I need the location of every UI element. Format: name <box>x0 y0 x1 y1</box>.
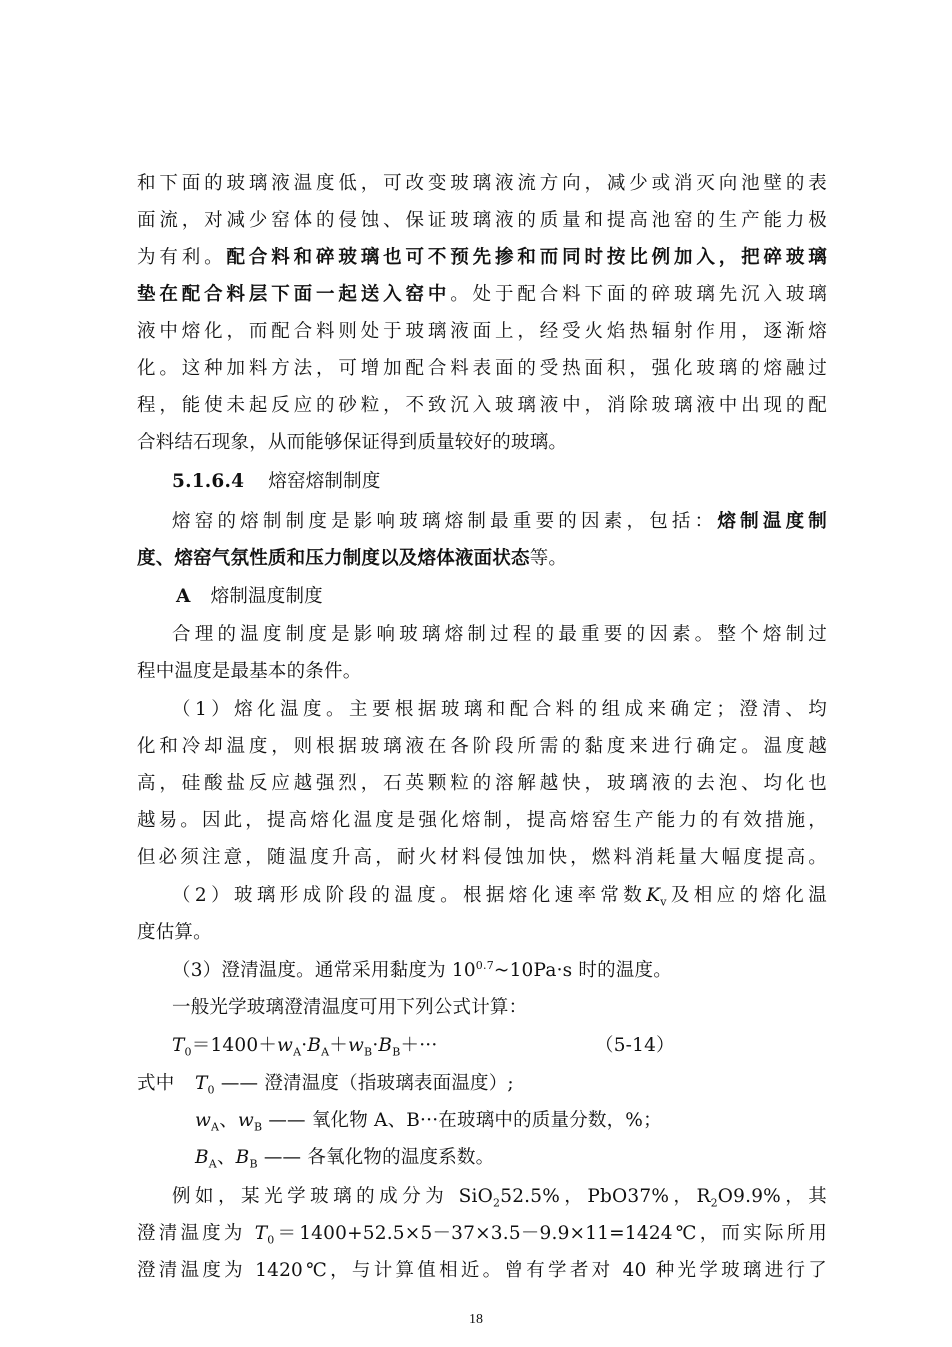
def3-symbol2: B <box>235 1147 250 1168</box>
section-a-number: A <box>176 586 191 607</box>
para8-r2o-sub: 2 <box>710 1196 718 1210</box>
def-line2 <box>195 1109 885 1133</box>
def1-symbol: T <box>195 1073 208 1094</box>
para8-t: T <box>254 1223 268 1244</box>
para6-line1 <box>172 959 862 983</box>
para8-line1-b: 52.5%，PbO37%，R <box>500 1186 711 1207</box>
formula-wa-sub: A <box>293 1045 302 1059</box>
def3-sub1: A <box>208 1157 217 1171</box>
def2-symbol2: w <box>237 1110 254 1131</box>
para4-line1: （1）熔化温度。主要根据玻璃和配合料的组成来确定；澄清、均 <box>172 699 827 720</box>
para1-line2: 面流，对减少窑体的侵蚀、保证玻璃液的质量和提高池窑的生产能力极 <box>137 210 827 231</box>
para2-line1 <box>172 510 827 534</box>
para1-line7: 程，能使未起反应的砂粒，不致沉入玻璃液中，消除玻璃液中出现的配 <box>137 395 827 416</box>
para1-line5: 液中熔化，而配合料则处于玻璃液面上，经受火焰热辐射作用，逐渐熔 <box>137 321 827 342</box>
defs-prefix: 式中 <box>137 1073 175 1094</box>
def1-text: —— 澄清温度（指玻璃表面温度）; <box>220 1073 514 1094</box>
para3-line1: 合理的温度制度是影响玻璃熔制过程的最重要的因素。整个熔制过 <box>172 624 827 645</box>
para4-line4: 越易。因此，提高熔化温度是强化熔制，提高熔窑生产能力的有效措施， <box>137 810 827 831</box>
para8-line1 <box>172 1185 827 1209</box>
formula-wa: w <box>277 1035 294 1056</box>
para5-line1 <box>172 884 827 908</box>
para2-line2-bold: 度、熔窑气氛性质和压力制度以及熔体液面状态 <box>137 548 530 569</box>
para7-line1: 一般光学玻璃澄清温度可用下列公式计算： <box>172 997 528 1018</box>
rate-constant-sub: v <box>660 895 667 909</box>
para1-line6: 化。这种加料方法，可增加配合料表面的受热面积，强化玻璃的熔融过 <box>137 358 827 379</box>
formula-dot2: · <box>372 1035 379 1056</box>
def2-symbol1: w <box>195 1110 212 1131</box>
para1-line1: 和下面的玻璃液温度低，可改变玻璃液流方向，减少或消灭向池壁的表 <box>137 173 827 194</box>
para8-line1-c: O9.9%，其 <box>717 1186 827 1207</box>
para1-line8: 合料结石现象，从而能够保证得到质量较好的玻璃。 <box>137 432 568 453</box>
def1 <box>195 1072 514 1096</box>
para4-line5: 但必须注意，随温度升高，耐火材料侵蚀加快，燃料消耗量大幅度提高。 <box>137 847 827 868</box>
para1-line4 <box>137 283 827 307</box>
def2-text: —— 氧化物 A、B···在玻璃中的质量分数，%； <box>268 1110 662 1131</box>
def2-sub1: A <box>211 1120 220 1134</box>
def-line3 <box>195 1146 885 1170</box>
para1-line3-a: 为有利。 <box>137 247 227 268</box>
para2-line2-b: 等。 <box>529 548 568 569</box>
def3-sep: 、 <box>216 1147 236 1168</box>
rate-constant-symbol: K <box>646 885 661 906</box>
formula-ba: B <box>307 1035 322 1056</box>
para3-line2: 程中温度是最基本的条件。 <box>137 661 362 682</box>
para4-line2: 化和冷却温度，则根据玻璃液在各阶段所需的黏度来进行确定。温度越 <box>137 736 827 757</box>
def-line1 <box>137 1072 827 1096</box>
para8-line2 <box>137 1222 827 1246</box>
section-title: 熔窑熔制制度 <box>268 471 381 492</box>
formula-dot1: · <box>301 1035 308 1056</box>
section-a-title: 熔制温度制度 <box>210 586 323 607</box>
para8-line2-b: ＝1400+52.5×5－37×3.5－9.9×11=1424℃，而实际所用 <box>274 1223 827 1244</box>
def2-sep: 、 <box>219 1110 238 1131</box>
section-heading-5164 <box>172 470 862 494</box>
para4-line3: 高，硅酸盐反应越强烈，石英颗粒的溶解越快，玻璃液的去泡、均化也 <box>137 773 827 794</box>
para1-line4-bold: 垫在配合料层下面一起送入窑中 <box>137 284 451 305</box>
para5-line1-b: 及相应的熔化温 <box>666 885 827 906</box>
def1-sub: 0 <box>207 1083 215 1097</box>
para2-line2 <box>137 547 827 571</box>
rate-constant <box>646 885 667 909</box>
para6-sup: 0.7 <box>475 958 494 972</box>
section-number: 5.1.6.4 <box>172 471 245 492</box>
def3-sub2: B <box>249 1157 258 1171</box>
para1-line3-bold: 配合料和碎玻璃也可不预先掺和而同时按比例加入，把碎玻璃 <box>226 247 827 268</box>
para2-line1-a: 熔窑的熔制制度是影响玻璃熔制最重要的因素，包括： <box>172 511 718 532</box>
formula-t: T <box>172 1035 185 1056</box>
para2-line1-bold: 熔制温度制 <box>717 511 827 532</box>
formula-5-14 <box>172 1034 827 1058</box>
para6-a: （3）澄清温度。通常采用黏度为 10 <box>172 960 476 981</box>
formula-wb: w <box>347 1035 365 1056</box>
para8-t-sub: 0 <box>267 1233 275 1247</box>
def3-symbol1: B <box>195 1147 209 1168</box>
def3-text: —— 各氧化物的温度系数。 <box>263 1147 495 1168</box>
para8-sio2-sub: 2 <box>493 1196 501 1210</box>
formula-plus: ＋ <box>329 1035 348 1056</box>
page-number: 18 <box>469 1312 483 1327</box>
formula-t-sub: 0 <box>184 1045 192 1059</box>
para1-line4-b: 。处于配合料下面的碎玻璃先沉入玻璃 <box>450 284 827 305</box>
para8-line2-a: 澄清温度为 <box>137 1223 246 1244</box>
formula-bb: B <box>378 1035 393 1056</box>
formula-part1: ＝1400＋ <box>191 1035 278 1056</box>
para5-line2: 度估算。 <box>137 922 212 943</box>
formula-tail: ＋··· <box>400 1035 438 1056</box>
formula-wb-sub: B <box>364 1045 373 1059</box>
section-heading-A <box>176 585 866 609</box>
para5-line1-a: （2）玻璃形成阶段的温度。根据熔化速率常数 <box>172 885 647 906</box>
formula-bb-sub: B <box>392 1045 401 1059</box>
para8-line3: 澄清温度为 1420℃，与计算值相近。曾有学者对 40 种光学玻璃进行了 <box>137 1260 827 1281</box>
formula-ba-sub: A <box>321 1045 330 1059</box>
para6-b: ~10Pa·s 时的温度。 <box>493 960 672 981</box>
def2-sub2: B <box>253 1120 263 1134</box>
para8-line1-a: 例如，某光学玻璃的成分为 SiO <box>172 1186 494 1207</box>
para1-line3 <box>137 246 827 270</box>
equation-number: （5-14） <box>595 1035 675 1056</box>
